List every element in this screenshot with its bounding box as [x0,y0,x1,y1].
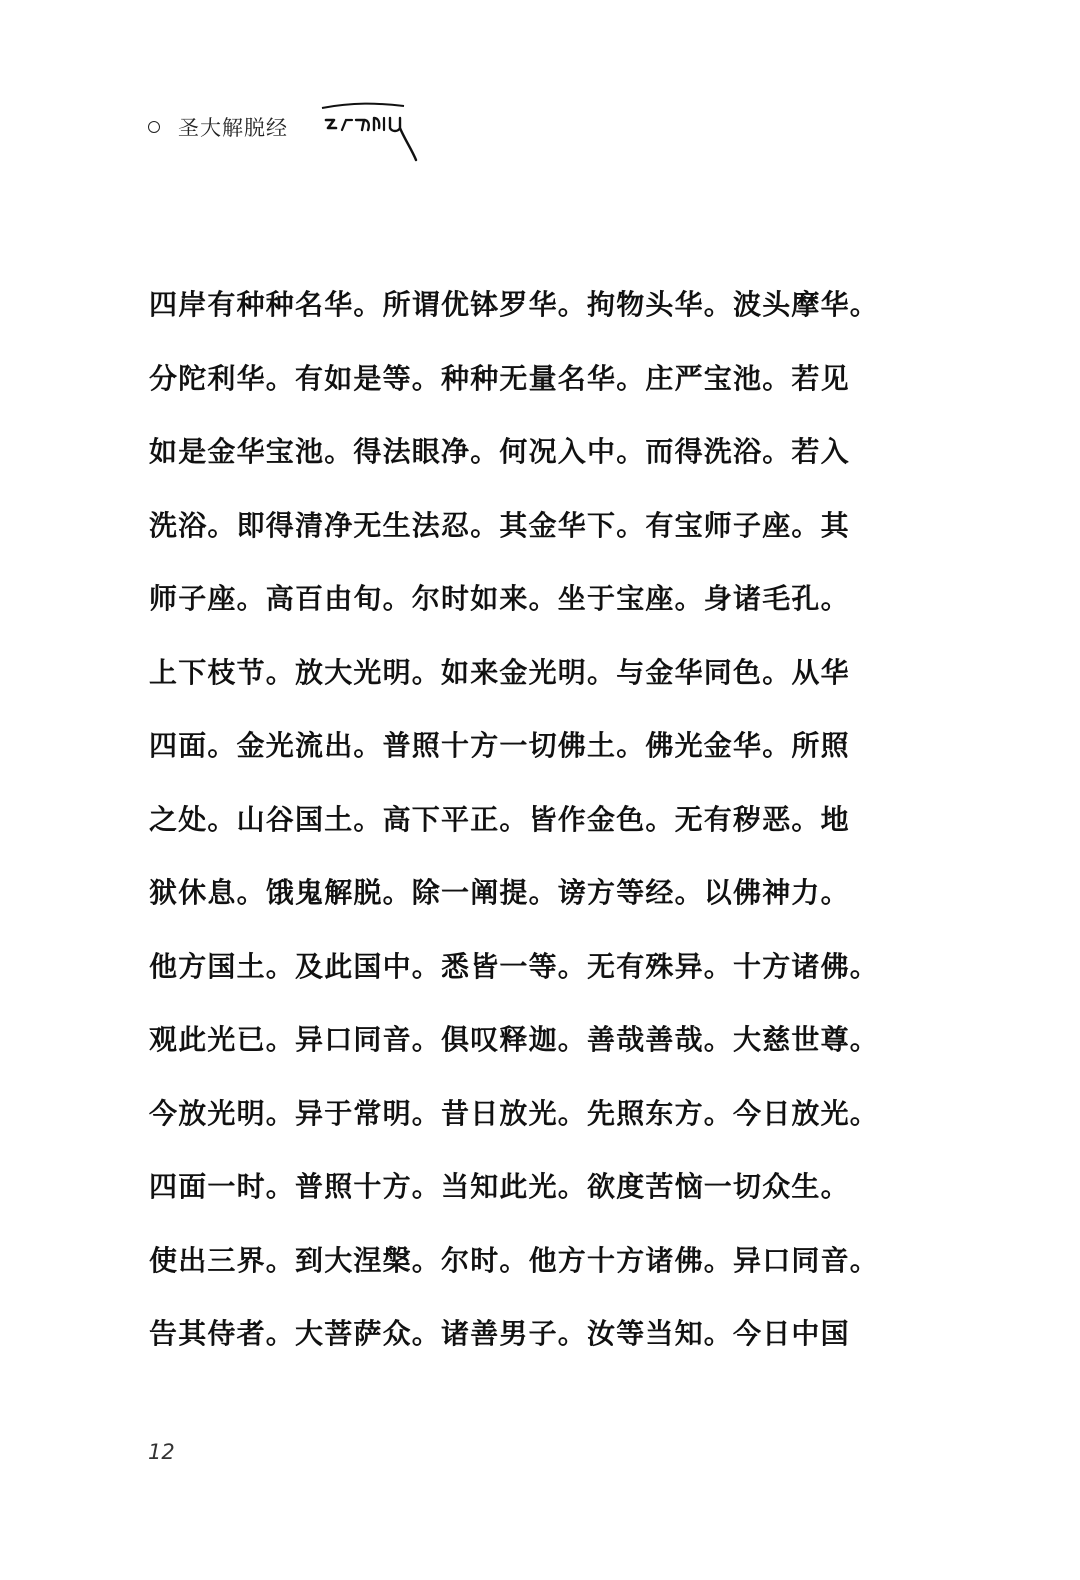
page-number: 12 [148,1440,175,1464]
text-line: 使出三界。到大涅槃。尔时。他方十方诸佛。异口同音。 [149,1243,880,1277]
text-line: 告其侍者。大菩萨众。诸善男子。汝等当知。今日中国 [149,1317,850,1350]
circle-bullet-icon [148,121,160,133]
text-line: 之处。山谷国土。高下平正。皆作金色。无有秽恶。地 [149,802,850,836]
text-line: 分陀利华。有如是等。种种无量名华。庄严宝池。若见 [149,361,850,395]
text-line: 观此光已。异口同音。俱叹释迦。善哉善哉。大慈世尊。 [149,1023,880,1056]
text-line: 洗浴。即得清净无生法忍。其金华下。有宝师子座。其 [149,508,850,542]
text-line: 师子座。高百由旬。尔时如来。坐于宝座。身诸毛孔。 [149,582,850,615]
text-line: 今放光明。异于常明。昔日放光。先照东方。今日放光。 [149,1096,880,1130]
text-line: 四面。金光流出。普照十方一切佛土。佛光金华。所照 [149,729,850,762]
text-line: 上下枝节。放大光明。如来金光明。与金华同色。从华 [149,655,850,689]
text-line: 四岸有种种名华。所谓优钵罗华。拘物头华。波头摩华。 [149,288,880,321]
text-line: 如是金华宝池。得法眼净。何况入中。而得洗浴。若入 [149,435,850,468]
tibetan-script-decorative-icon [318,100,418,164]
text-line: 四面一时。普照十方。当知此光。欲度苦恼一切众生。 [149,1170,850,1203]
text-line: 狱休息。饿鬼解脱。除一阐提。谤方等经。以佛神力。 [149,876,850,909]
scripture-body [149,268,949,1371]
text-line: 他方国土。及此国中。悉皆一等。无有殊异。十方诸佛。 [149,949,880,983]
header-title: 圣大解脱经 [178,116,288,140]
running-header [148,100,448,170]
